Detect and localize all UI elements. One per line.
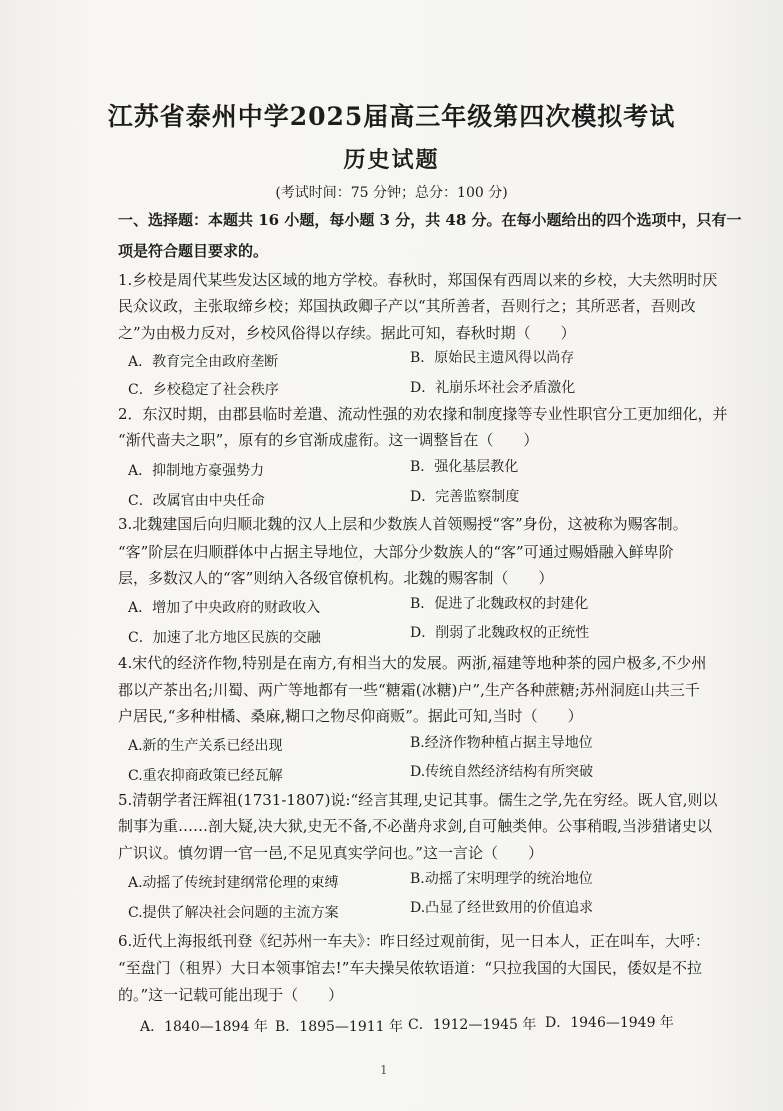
- q2-line: “渐代啬夫之职”，原有的乡官渐成虚衔。这一调整旨在（ ）: [118, 431, 539, 449]
- q4-line: 郡以产茶出名;川蜀、两广等地都有一些“糖霜(冰糖)户”,生产各种蔗糖;苏州洞庭山共三千: [118, 681, 700, 699]
- exam-title: 江苏省泰州中学2025届高三年级第四次模拟考试: [107, 102, 676, 131]
- q1-line: 民众议政，主张取缔乡校；郑国执政卿子产以“其所善者，吾则行之；其所恶者，吾则改: [118, 297, 696, 315]
- q5-option-d[interactable]: D.凸显了经世致用的价值追求: [410, 900, 594, 916]
- q1-line: 之”为由极力反对，乡校风俗得以存续。据此可知，春秋时期（ ）: [118, 324, 576, 342]
- q4-options: [128, 735, 728, 795]
- exam-subtitle: 历史试题: [343, 147, 440, 173]
- page-number: 1: [380, 1063, 388, 1077]
- q4-line: 4.宋代的经济作物,特别是在南方,有相当大的发展。两浙,福建等地种茶的园户极多,不少州: [118, 654, 707, 672]
- exam-meta: (考试时间：75 分钟；总分：100 分): [275, 185, 508, 201]
- q3-options: [128, 597, 728, 657]
- q3-line: “客”阶层在归顺群体中占据主导地位，大部分少数族人的“客”可通过赐婚融入鲜卑阶: [118, 543, 674, 561]
- q6-option-c[interactable]: C．1912—1945 年: [408, 1017, 537, 1033]
- q1-option-b[interactable]: B．原始民主遗风得以尚存: [410, 350, 575, 366]
- q6-option-d[interactable]: D．1946—1949 年: [545, 1015, 674, 1031]
- q3-option-d[interactable]: D．削弱了北魏政权的正统性: [410, 625, 590, 641]
- q1-options: [128, 351, 728, 411]
- q2-line: 2．东汉时期，由郡县临时差遣、流动性强的劝农掾和制度掾等专业性职官分工更加细化，并: [118, 405, 728, 423]
- q6-line: “至盘门（租界）大日本领事馆去!”车夫操吴侬软语道：“只拉我国的大国民，倭奴是不拉: [118, 959, 703, 977]
- q4-option-b[interactable]: B.经济作物种植占据主导地位: [410, 735, 593, 751]
- q5-option-b[interactable]: B.动摇了宋明理学的统治地位: [410, 871, 593, 887]
- q2-options: [128, 460, 728, 520]
- q4-option-d[interactable]: D.传统自然经济结构有所突破: [410, 764, 594, 780]
- q3-line: 3.北魏建国后向归顺北魏的汉人上层和少数族人首领赐授“客”身份，这被称为赐客制。: [118, 515, 688, 533]
- q6-options: [140, 1014, 740, 1040]
- section-heading-line2: 项是符合题目要求的。: [118, 242, 269, 260]
- q1-option-c[interactable]: C．乡校稳定了社会秩序: [128, 382, 279, 398]
- section-heading-line1: 一、选择题：本题共 16 小题，每小题 3 分，共 48 分。在每小题给出的四个选项中，只有一: [118, 211, 742, 229]
- q6-option-b[interactable]: B．1895—1911 年: [275, 1019, 403, 1035]
- q3-option-a[interactable]: A．增加了中央政府的财政收入: [128, 600, 321, 616]
- q6-option-a[interactable]: A．1840—1894 年: [140, 1019, 268, 1035]
- q1-option-a[interactable]: A．教育完全由政府垄断: [128, 354, 279, 370]
- q6-line: 6.近代上海报纸刊登《纪苏州一车夫》：昨日经过观前街，见一日本人，正在叫车，大呼：: [118, 932, 710, 950]
- q3-option-b[interactable]: B．促进了北魏政权的封建化: [410, 596, 589, 612]
- q5-options: [128, 872, 728, 932]
- q3-option-c[interactable]: C．加速了北方地区民族的交融: [128, 630, 321, 646]
- q2-option-d[interactable]: D．完善监察制度: [410, 489, 520, 505]
- q2-option-c[interactable]: C．改属官由中央任命: [128, 493, 265, 509]
- q1-line: 1.乡校是周代某些发达区域的地方学校。春秋时，郑国保有西周以来的乡校，大夫然明时厌: [118, 271, 718, 289]
- q4-option-a[interactable]: A.新的生产关系已经出现: [128, 738, 283, 754]
- q4-line: 户居民,“多种柑橘、桑麻,糊口之物尽仰商贩”。据此可知,当时（ ）: [118, 707, 583, 725]
- q2-option-a[interactable]: A．抑制地方豪强势力: [128, 463, 265, 479]
- q5-line: 制事为重……剖大疑,决大狱,史无不备,不必凿舟求剑,自可触类伸。公事稍暇,当涉猎诸史以: [118, 817, 712, 835]
- q5-line: 5.清朝学者汪辉祖(1731-1807)说:“经言其理,史记其事。儒生之学,先在穷经。既人官,则以: [118, 791, 718, 809]
- q5-option-c[interactable]: C.提供了解决社会问题的主流方案: [128, 905, 339, 921]
- q5-option-a[interactable]: A.动摇了传统封建纲常伦理的束缚: [128, 875, 339, 891]
- q1-option-d[interactable]: D．礼崩乐坏社会矛盾激化: [410, 380, 576, 396]
- q6-line: 的。”这一记载可能出现于（ ）: [118, 986, 344, 1004]
- q4-option-c[interactable]: C.重农抑商政策已经瓦解: [128, 768, 283, 784]
- q3-line: 层，多数汉人的“客”则纳入各级官僚机构。北魏的赐客制（ ）: [118, 569, 554, 587]
- q5-line: 广识议。慎勿谓一官一邑,不足见真实学问也。”这一言论（ ）: [118, 844, 543, 862]
- q2-option-b[interactable]: B．强化基层教化: [410, 459, 519, 475]
